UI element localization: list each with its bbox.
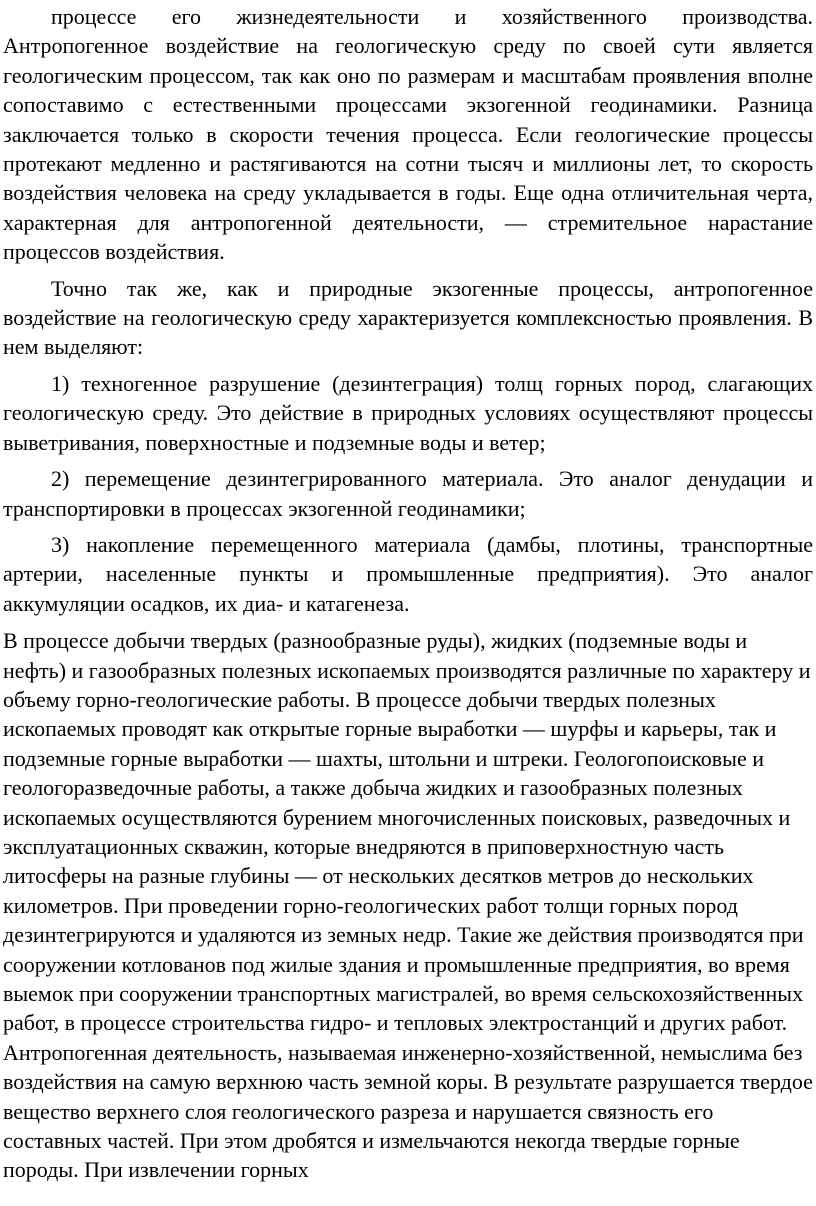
list-item-accumulation: 3) накопление перемещенного материала (дамбы, плотины, транспортные артерии, населенные пункты и промышленные предприятия). Это аналог аккумуляции осадков, их диа- и катагенеза. bbox=[3, 531, 813, 616]
list-item-disintegration: 1) техногенное разрушение (дезинтеграция) толщ горных пород, слагающих геологическую среду. Это действие в природных условиях осуществляют процессы выветривания, поверхностные и подземные воды и ветер; bbox=[3, 370, 813, 455]
paragraph-complexity: Точно так же, как и природные экзогенные процессы, антропогенное воздействие на геологическую среду характеризуется комплексностью проявления. В нем выделяют: bbox=[3, 275, 813, 360]
paragraph-continuation: процессе его жизнедеятельности и хозяйственного производства. Антропогенное воздействие на геологическую среду по своей сути является геологическим процессом, так как оно по размерам и масштабам проявления вполне сопоставимо с естественными процессами экзогенной геодинамики. Разница заключается только в скорости течения процесса. Если геологические процессы протекают медленно и растягиваются на сотни тысяч и миллионы лет, то скорость воздействия человека на среду укладывается в годы. Еще одна отличительная черта, характерная для антропогенной деятельности, — стремительное нарастание процессов воздействия. bbox=[3, 4, 813, 265]
paragraph-mining-works: В процессе добычи твердых (разнообразные руды), жидких (подземные воды и нефть) и газообразных полезных ископаемых производятся различные по характеру и объему горно-геологические работы. В процессе добычи твердых полезных ископаемых проводят как открытые горные выработки — шурфы и карьеры, так и подземные горные выработки — шахты, штольни и штреки. Геологопоисковые и геологоразведочные работы, а также добыча жидких и газообразных полезных ископаемых осуществляются бурением многочисленных поисковых, разведочных и эксплуатационных скважин, которые внедряются в приповерхностную часть литосферы на разные глубины — от нескольких десятков метров до нескольких километров. При проведении горно-геологических работ толщи горных пород дезинтегрируются и удаляются из земных недр. Такие же действия производятся при сооружении котлованов под жилые здания и промышленные предприятия, во время выемок при сооружении транспортных магистралей, во время сельскохозяйственных работ, в процессе строительства гидро- и тепловых электростанций и других работ. Антропогенная деятельность, называемая инженерно-хозяйственной, немыслима без воздействия на самую верхнюю часть земной коры. В результате разрушается твердое вещество верхнего слоя геологического разреза и нарушается связность его составных частей. При этом дробятся и измельчаются некогда твердые горные породы. При извлечении горных bbox=[3, 628, 813, 1183]
list-item-transport: 2) перемещение дезинтегрированного материала. Это аналог денудации и транспортировки в процессах экзогенной геодинамики; bbox=[3, 466, 813, 521]
